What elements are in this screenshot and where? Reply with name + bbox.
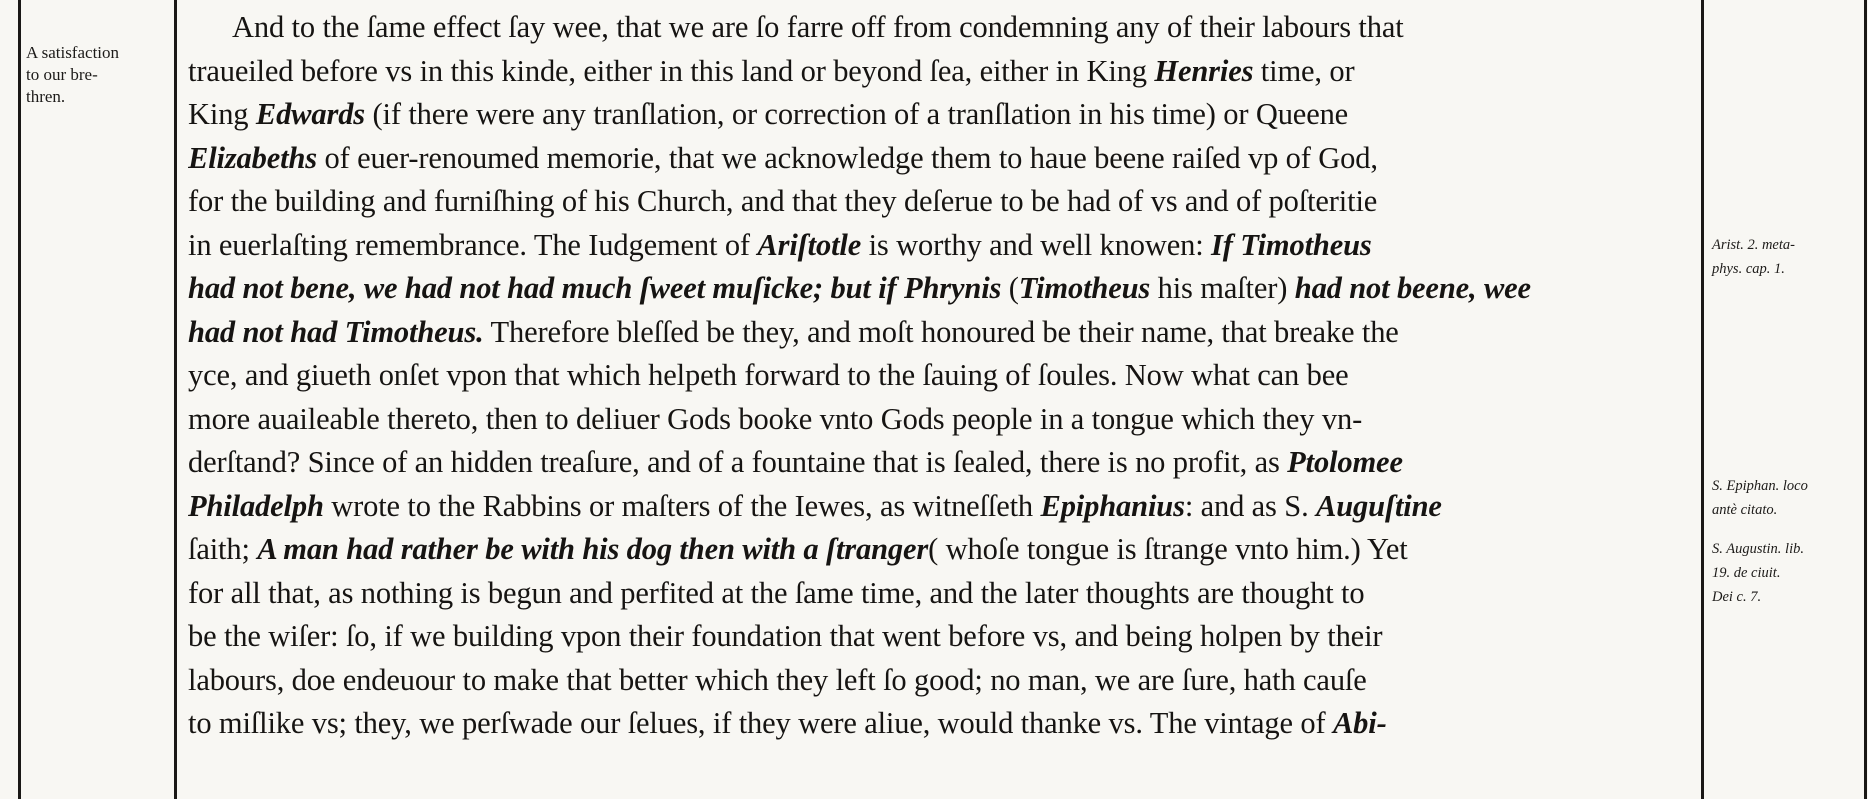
left-margin-note (26, 42, 171, 108)
text-line: for the building and furniſhing of his Church, and that they deſerue to be had of vs and of poſteritie (188, 184, 1378, 218)
right-margin-note-aristotle (1712, 233, 1862, 281)
text-line: be the wiſer: ſo, if we building vpon their foundation that went before vs, and being holpen by their (188, 619, 1383, 653)
text-line: had not bene, we had not had much ſweet muſicke; but if Phrynis (Timotheus his maſter) had not beene, wee (188, 271, 1531, 305)
text-line: more auaileable thereto, then to deliuer Gods booke vnto Gods people in a tongue which they vn- (188, 401, 1363, 436)
right-outer-rule (1864, 0, 1867, 799)
text-line: derſtand? Since of an hidden treaſure, and of a fountaine that is ſealed, there is no profit, as Ptolomee (188, 445, 1403, 479)
margin-note-line: thren. (26, 87, 66, 106)
left-inner-rule (174, 0, 177, 799)
text-line: Philadelph wrote to the Rabbins or maſters of the Iewes, as witneſſeth Epiphanius: and as S. Auguſtine (188, 488, 1442, 523)
margin-note-line: 19. de ciuit. (1712, 565, 1781, 581)
right-margin-note-augustine (1712, 537, 1862, 609)
text-line: And to the ſame effect ſay wee, that we are ſo farre off from condemning any of their labours that (232, 10, 1404, 44)
text-line: traueiled before vs in this kinde, either in this land or beyond ſea, either in King Henries time, or (188, 53, 1355, 88)
margin-note-line: antè citato. (1712, 502, 1778, 518)
right-inner-rule (1701, 0, 1704, 799)
text-line: Elizabeths of euer-renoumed memorie, that we acknowledge them to haue beene raiſed vp of God, (188, 140, 1378, 175)
right-margin-note-epiphanius (1712, 474, 1862, 522)
text-line: ſaith; A man had rather be with his dog then with a ſtranger( whoſe tongue is ſtrange vnto him.) Yet (188, 532, 1408, 566)
text-line: King Edwards (if there were any tranſlation, or correction of a tranſlation in his time) or Queene (188, 97, 1349, 131)
left-outer-rule (18, 0, 21, 799)
text-line: for all that, as nothing is begun and perfited at the ſame time, and the later thoughts are thought to (188, 575, 1365, 610)
margin-note-line: phys. cap. 1. (1712, 261, 1785, 277)
text-line: to miſlike vs; they, we perſwade our ſelues, if they were aliue, would thanke vs. The vintage of Abi- (188, 706, 1387, 740)
margin-note-line: Arist. 2. meta- (1712, 237, 1795, 253)
margin-note-line: Dei c. 7. (1712, 589, 1762, 605)
body-text (188, 6, 1688, 746)
text-line: yce, and giueth onſet vpon that which helpeth forward to the ſauing of ſoules. Now what can bee (188, 358, 1349, 392)
text-line: had not had Timotheus. Therefore bleſſed be they, and moſt honoured be their name, that breake the (188, 314, 1399, 349)
margin-note-line: S. Augustin. lib. (1712, 541, 1804, 557)
text-line: labours, doe endeuour to make that better which they left ſo good; no man, we are ſure, hath cauſe (188, 662, 1367, 697)
margin-note-line: S. Epiphan. loco (1712, 478, 1808, 494)
margin-note-line: to our bre- (26, 65, 98, 84)
text-line: in euerlaſting remembrance. The Iudgement of Ariſtotle is worthy and well knowen: If Timotheus (188, 227, 1372, 262)
margin-note-line: A satisfaction (26, 43, 120, 62)
